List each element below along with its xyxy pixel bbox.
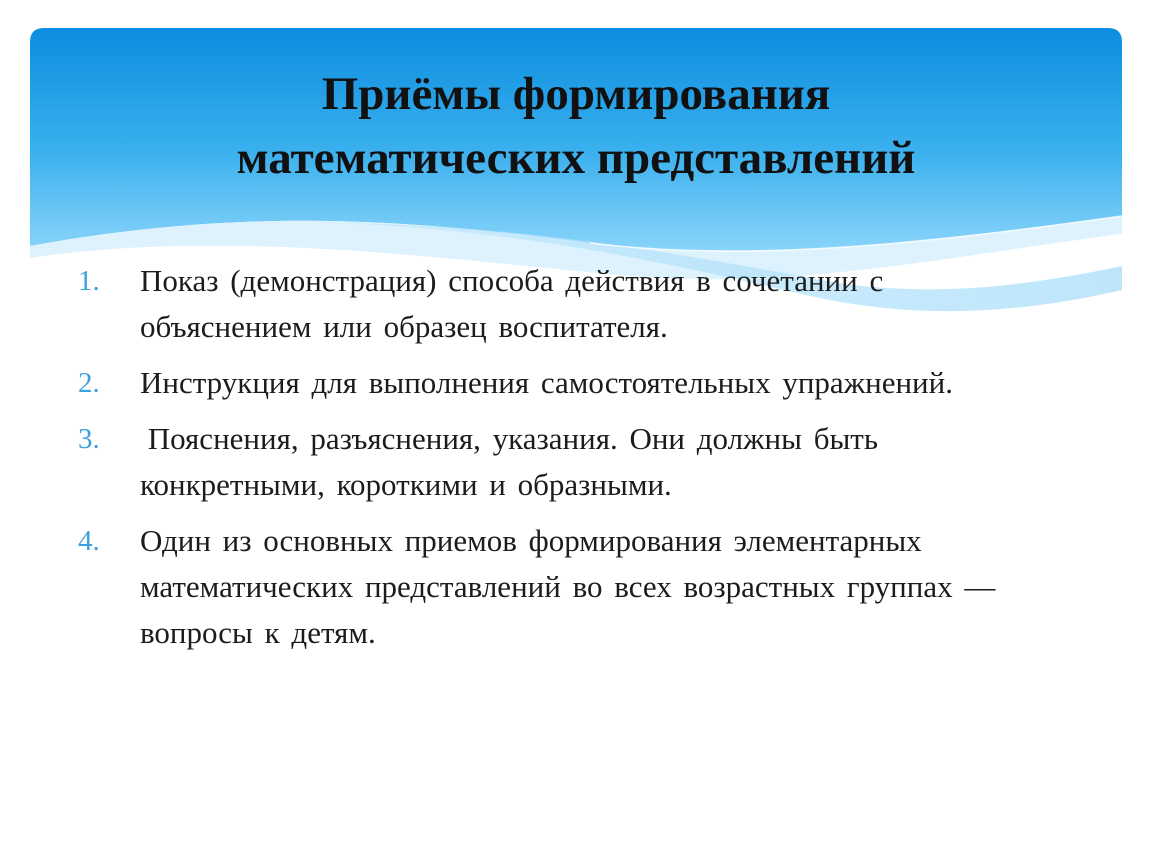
slide-title-line-2: математических представлений <box>236 132 916 184</box>
list-item <box>78 518 1058 656</box>
list-item-number: 1. <box>78 265 100 297</box>
list-item-number: 2. <box>78 367 100 399</box>
technique-list <box>78 258 1058 666</box>
list-item <box>78 258 1058 350</box>
list-item-text: Один из основных приемов формирования элементарных математических представлений во всех возрастных группах — вопросы к детям. <box>140 523 996 650</box>
list-item-text: Пояснения, разъяснения, указания. Они должны быть конкретными, короткими и образными. <box>140 421 890 502</box>
list-item-text: Показ (демонстрация) способа действия в сочетании с объяснением или образец воспитателя. <box>140 263 884 344</box>
list-item <box>78 360 1058 406</box>
list-item-number: 3. <box>78 423 100 455</box>
list-item <box>78 416 1058 508</box>
slide-title-line-1: Приёмы формирования <box>321 68 831 120</box>
slide-title <box>30 62 1122 190</box>
list-item-text: Инструкция для выполнения самостоятельных упражнений. <box>140 365 953 400</box>
list-item-number: 4. <box>78 525 100 557</box>
